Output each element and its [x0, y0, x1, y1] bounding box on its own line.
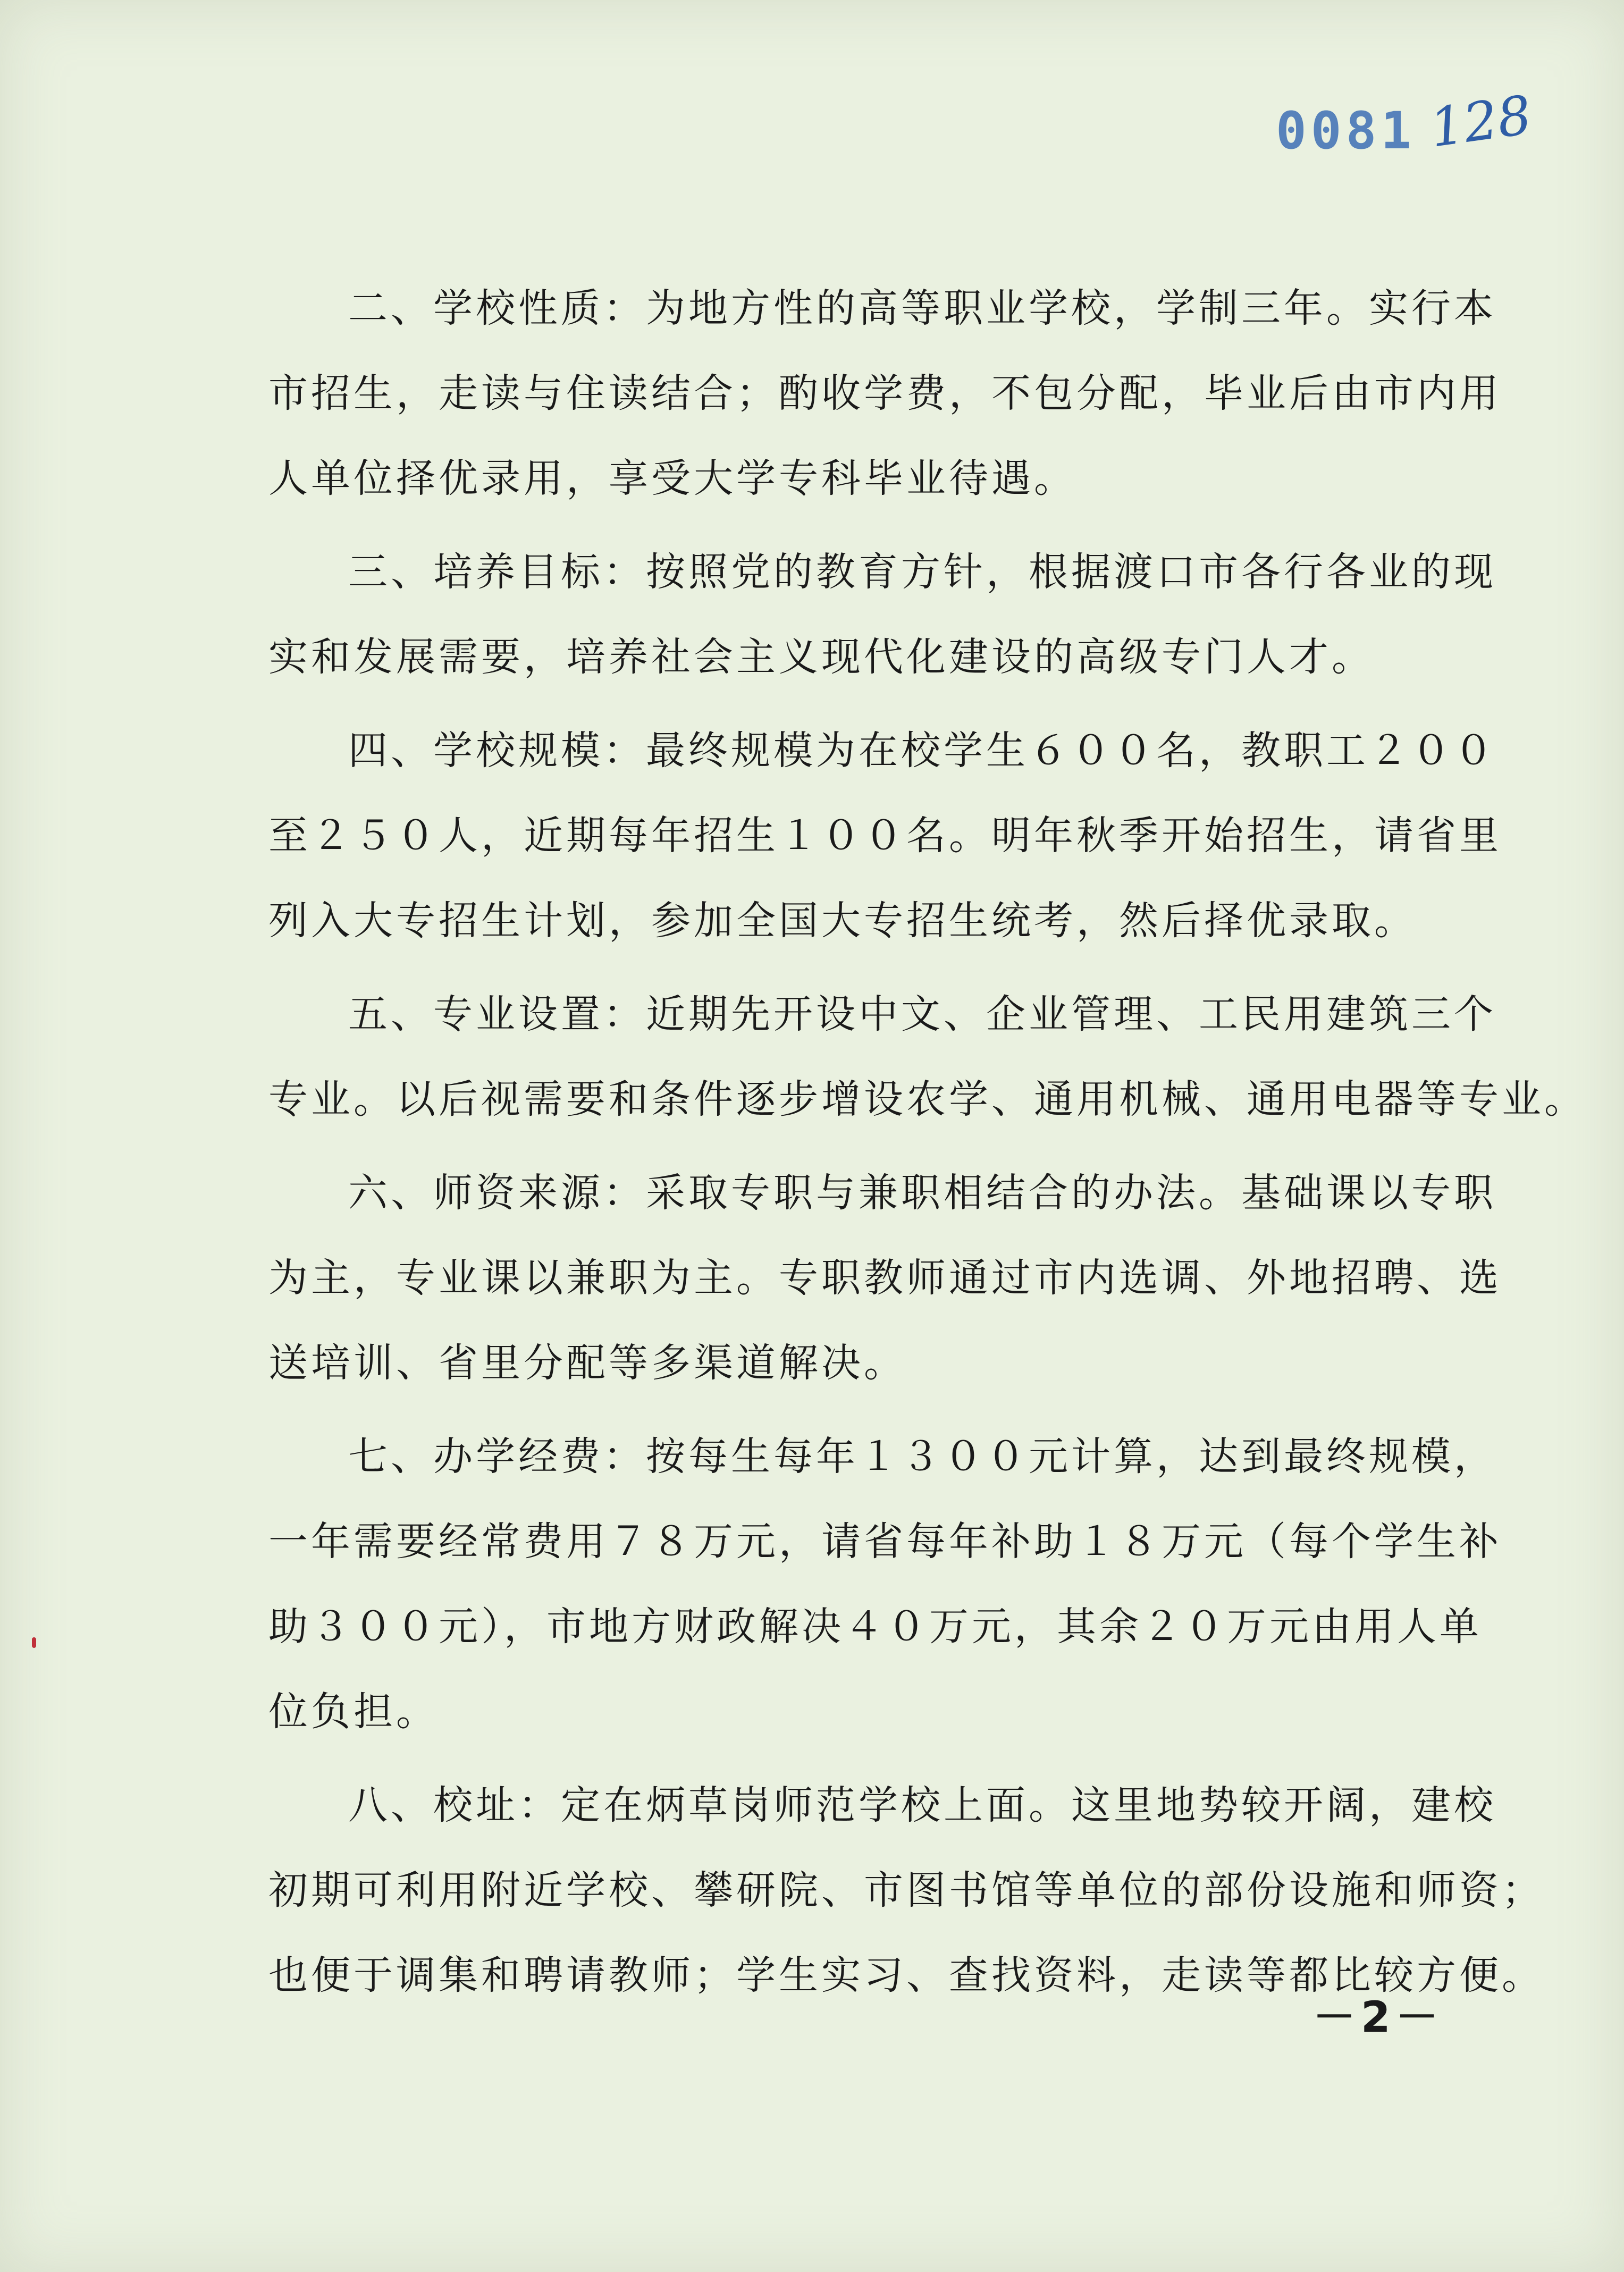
- archive-stamp-number: 0081: [1276, 101, 1416, 161]
- paragraph-school-site: [268, 1763, 1544, 2018]
- paragraph-majors: [268, 972, 1587, 1142]
- paragraph-school-scale: [268, 708, 1502, 963]
- text-line: 四、学校规模：最终规模为在校学生６００名，教职工２００: [348, 728, 1496, 773]
- text-line: 人单位择优录用，享受大学专科毕业待遇。: [268, 456, 1076, 501]
- document-body: [268, 266, 1587, 2018]
- paragraph-school-nature: [268, 266, 1502, 521]
- text-line: 五、专业设置：近期先开设中文、企业管理、工民用建筑三个: [348, 991, 1496, 1037]
- archive-handwritten-number: 128: [1426, 83, 1536, 159]
- text-line: 三、培养目标：按照党的教育方针，根据渡口市各行各业的现: [348, 549, 1496, 595]
- text-line: 助３００元），市地方财政解决４０万元，其余２０万元由用人单: [268, 1604, 1482, 1650]
- text-line: 送培训、省里分配等多渠道解决。: [268, 1340, 906, 1386]
- text-line: 六、师资来源：采取专职与兼职相结合的办法。基础课以专职: [348, 1170, 1496, 1216]
- text-line: 市招生，走读与住读结合；酌收学费，不包分配，毕业后由市内用: [268, 371, 1502, 416]
- text-line: 二、学校性质：为地方性的高等职业学校，学制三年。实行本: [348, 285, 1496, 331]
- text-line: 位负担。: [268, 1689, 439, 1735]
- paragraph-teacher-source: [268, 1150, 1502, 1406]
- text-line: 实和发展需要，培养社会主义现代化建设的高级专门人才。: [268, 634, 1374, 680]
- text-line: 专业。以后视需要和条件逐步增设农学、通用机械、通用电器等专业。: [268, 1076, 1587, 1122]
- text-line: 列入大专招生计划，参加全国大专招生统考，然后择优录取。: [268, 898, 1417, 944]
- text-line: 初期可利用附近学校、攀研院、市图书馆等单位的部份设施和师资；: [268, 1867, 1544, 1913]
- paragraph-training-goal: [268, 529, 1496, 700]
- text-line: 一年需要经常费用７８万元，请省每年补助１８万元（每个学生补: [268, 1519, 1502, 1564]
- paragraph-funding: [268, 1414, 1502, 1754]
- page-number: －2－: [1313, 1992, 1444, 2042]
- text-line: 至２５０人，近期每年招生１００名。明年秋季开始招生，请省里: [268, 813, 1502, 859]
- text-line: 八、校址：定在炳草岗师范学校上面。这里地势较开阔，建校: [348, 1782, 1496, 1828]
- text-line: 为主，专业课以兼职为主。专职教师通过市内选调、外地招聘、选: [268, 1255, 1502, 1301]
- text-line: 也便于调集和聘请教师；学生实习、查找资料，走读等都比较方便。: [268, 1953, 1544, 1998]
- margin-mark: [32, 1637, 36, 1648]
- text-line: 七、办学经费：按每生每年１３００元计算，达到最终规模，: [348, 1434, 1496, 1479]
